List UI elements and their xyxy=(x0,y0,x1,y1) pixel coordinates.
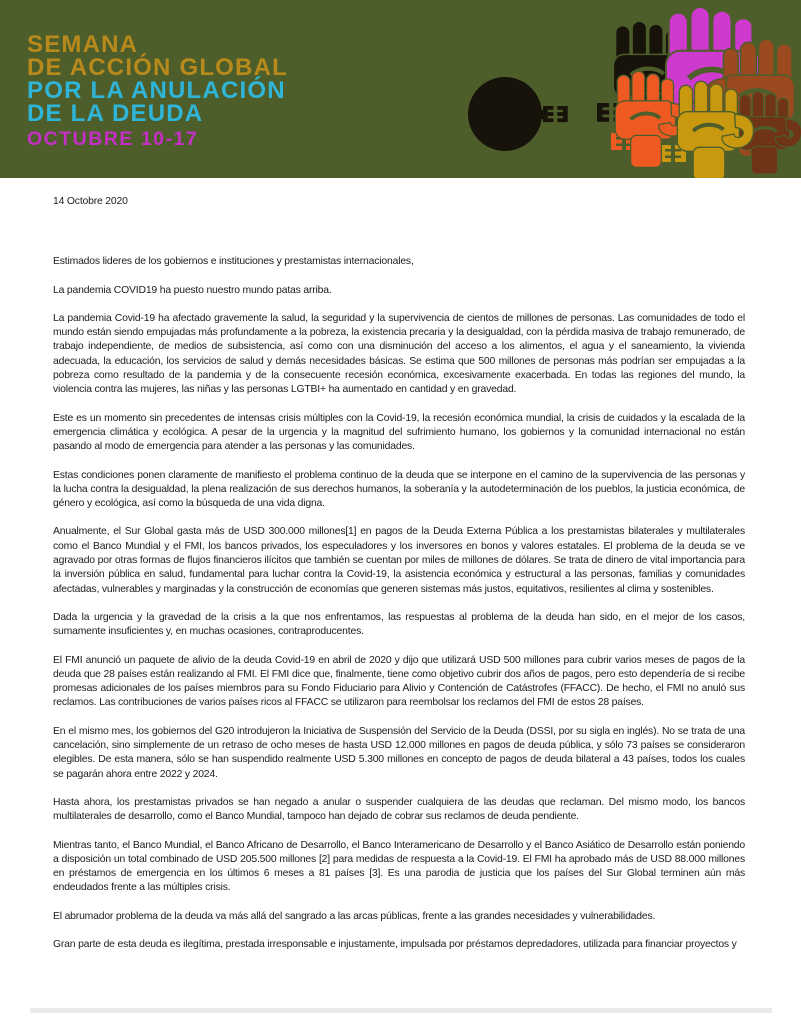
title-line-4: DE LA DEUDA xyxy=(27,100,204,127)
letter-body xyxy=(0,178,801,952)
letter-paragraph: Estimados lideres de los gobiernos e instituciones y prestamistas internacionales, xyxy=(53,256,414,268)
letter-paragraph: Anualmente, el Sur Global gasta más de USD 300.000 millones[1] en pagos de la Deuda Externa Pública a los prestamistas bilaterales y multilaterales como el Banco Mundial y el FMI, los bancos privados, los especuladores y los inversores en bonos y valores estatales. El problema de la deuda se ve agravado por otras formas de flujos financieros ilícitos que también se cuentan por miles de millones de dólares. Se trata de dinero de vital importancia para la inversión pública en salud, fundamental para luchar contra la Covid-19, la asistencia económica y estructural a las personas, familias y comunidades afectadas, vulnerables y marginadas y la construcción de economías que generen sistemas más justos, equitativos, resilientes al clima y sostenibles. xyxy=(53,526,745,595)
campaign-dates: OCTUBRE 10-17 xyxy=(27,128,199,150)
letter-paragraph: El abrumador problema de la deuda va más allá del sangrado a las arcas públicas, frente a las grandes necesidades y vulnerabilidades. xyxy=(53,910,656,922)
campaign-title xyxy=(27,33,288,151)
letter-paragraph: Hasta ahora, los prestamistas privados se han negado a anular o suspender cualquiera de las deudas que reclaman. Del mismo modo, los bancos multilaterales de desarrollo, como el Banco Mundial, tampoco han dejado de cobrar sus reclamos de deuda pendiente. xyxy=(53,796,745,823)
letter-paragraph: Dada la urgencia y la gravedad de la crisis a la que nos enfrentamos, las respuestas al problema de la deuda han sido, en el mejor de los casos, sumamente insuficientes y, en muchas ocasiones, contraproducentes. xyxy=(53,611,745,638)
page-bottom-artifact xyxy=(30,1008,772,1013)
letter-paragraph: En el mismo mes, los gobiernos del G20 introdujeron la Iniciativa de Suspensión del Servicio de la Deuda (DSSI, por su sigla en inglés). No se trata de una cancelación, sino simplemente de un retraso de ocho meses de hasta USD 12.000 millones en pagos de deuda pública, y sólo 73 países se consideraron elegibles. De esta manera, sólo se han suspendido realmente USD 5.300 millones en concepto de pagos de deuda bilateral a 43 países, todos los cuales se pagarán ahora entre 2022 y 2024. xyxy=(53,725,745,780)
title-line-1: SEMANA xyxy=(27,31,139,58)
letter-paragraph: La pandemia Covid-19 ha afectado gravemente la salud, la seguridad y la supervivencia de cientos de millones de personas. Las comunidades de todo el mundo están siendo empujadas más profundamente a la pobreza, la existencia precaria y la desigualdad, con la pérdida masiva de trabajo remunerado, de trabajo independiente, de medios de subsistencia, así como con una disminución del acceso a los alimentos, el agua y el saneamiento, la vivienda adecuada, la educación, los servicios de salud y demás necesidades básicas. Se estima que 500 millones de personas más podrían ser empujadas a la pobreza como resultado de la pandemia y de la consecuente recesión económica, excesivamente exacerbada. En todas las regiones del mundo, la violencia contra las mujeres, las niñas y las personas LGTBI+ ha aumentado en cantidad y en gravedad. xyxy=(53,312,745,396)
letter-paragraph: El FMI anunció un paquete de alivio de la deuda Covid-19 en abril de 2020 y dijo que utilizará USD 500 millones para cubrir varios meses de pagos de la deuda que 28 países están realizando al FMI. El FMI dice que, finalmente, tiene como objetivo cubrir dos años de pagos, pero esto dependería de si recibe promesas adicionales de los países miembros para su Fondo Fiduciario para Alivio y Contención de Catástrofes (FFACC). De hecho, el FMI no anuló sus reclamos. Las contribuciones de varios países ricos al FFACC se utilizaron para reembolsar los reclamos del FMI de estos 28 países. xyxy=(53,654,745,709)
letter-paragraph: Mientras tanto, el Banco Mundial, el Banco Africano de Desarrollo, el Banco Interamericano de Desarrollo y el Banco Asiático de Desarrollo están poniendo a disposición un total combinado de USD 205.500 millones [2] para medidas de respuesta a la Covid-19. El FMI ha aprobado más de USD 88.000 millones en préstamos de emergencia en los últimos 6 meses a 81 países [3]. Es una parodia de justicia que los países del Sur Global terminen aún más endeudados frente a las múltiples crisis. xyxy=(53,839,745,894)
title-line-2: DE ACCIÓN GLOBAL xyxy=(27,54,288,81)
letter-date: 14 Octobre 2020 xyxy=(53,196,128,207)
letter-paragraph: Este es un momento sin precedentes de intensas crisis múltiples con la Covid-19, la recesión económica mundial, la crisis de cuidados y la escalada de la emergencia climática y ecológica. A pesar de la urgencia y la magnitud del sufrimiento humano, los gobiernos y la comunidad internacional no están pasando al modo de emergencia para atender a las personas y las comunidades. xyxy=(53,412,745,453)
letter-paragraph: Estas condiciones ponen claramente de manifiesto el problema continuo de la deuda que se interpone en el camino de la supervivencia de las personas y la lucha contra la desigualdad, la plena realización de sus derechos humanos, la soberanía y la autodeterminación de los pueblos, la justicia económica, de género y ecológica, así como la búsqueda de una vida digna. xyxy=(53,469,745,510)
ball-and-chain-icon xyxy=(468,77,568,151)
title-line-3: POR LA ANULACIÓN xyxy=(27,77,286,104)
letter-paragraph: Gran parte de esta deuda es ilegítima, prestada irresponsable e injustamente, impulsada por préstamos depredadores, utilizada para financiar proyectos y xyxy=(53,938,737,950)
letter-paragraph: La pandemia COVID19 ha puesto nuestro mundo patas arriba. xyxy=(53,284,332,296)
header-banner xyxy=(0,0,801,178)
